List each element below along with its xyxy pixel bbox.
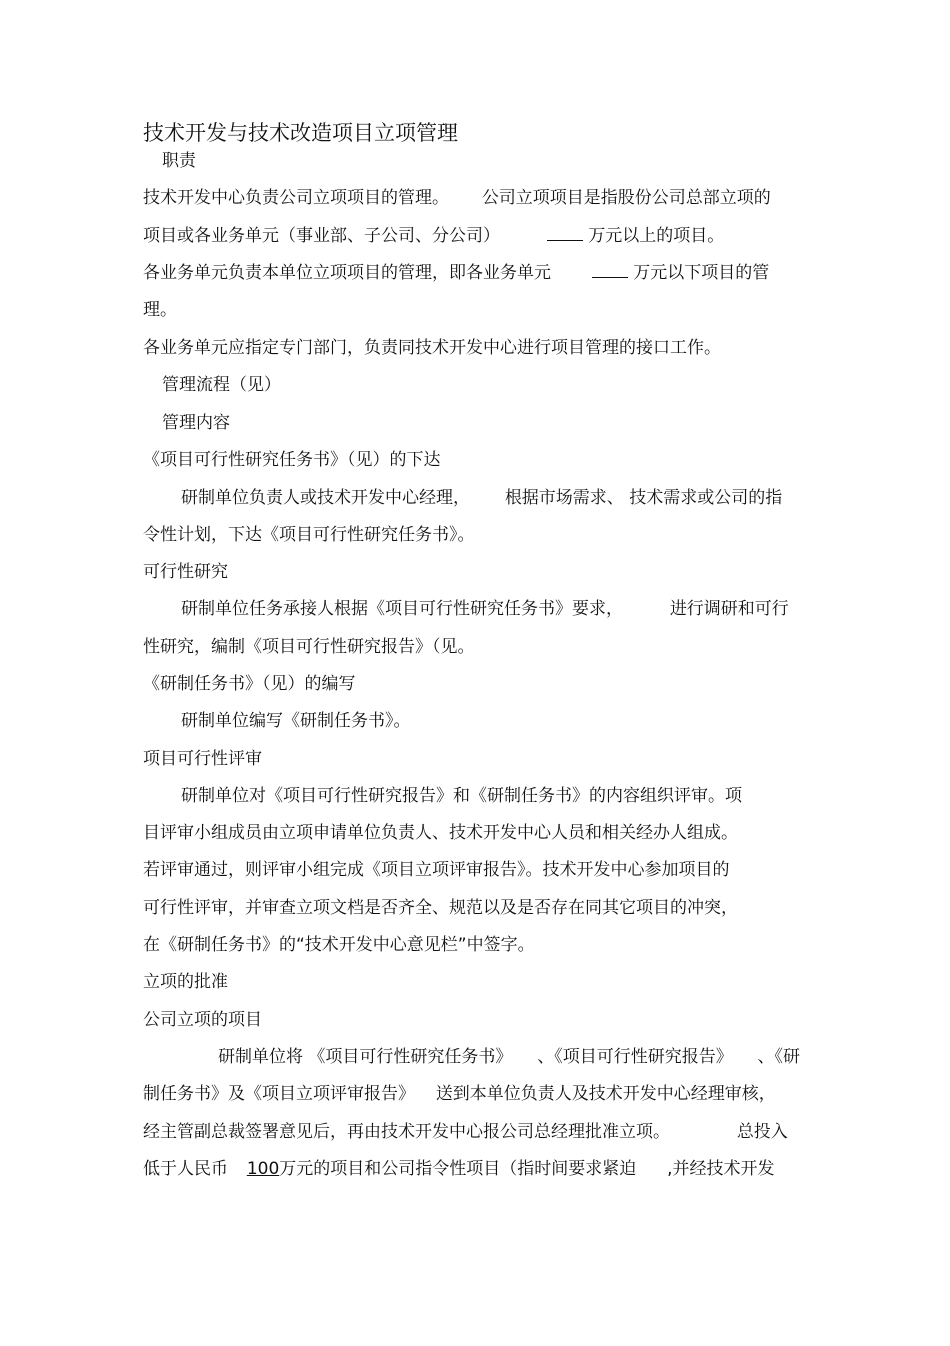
text-segment: 项目或各业务单元（事业部、子公司、分公司） [143,226,500,246]
paragraph-line: 性研究，编制《项目可行性研究报告》（见。 [143,637,475,657]
paragraph-line: 理。 [143,300,177,320]
text-segment: 送到本单位负责人及技术开发中心经理审核， [435,1084,776,1104]
text-segment: 总投入 [736,1122,788,1142]
paragraph-line: 令性计划，下达《项目可行性研究任务书》。 [143,525,475,545]
section-heading-content: 管理内容 [162,413,230,433]
paragraph-line: 各业务单元应指定专门部门，负责同技术开发中心进行项目管理的接口工作。 [143,338,721,358]
paragraph-line: 目评审小组成员由立项申请单位负责人、技术开发中心人员和相关经办人组成。 [143,823,738,843]
text-segment: 万元的项目和公司指令性项目（指时间要求紧迫 [279,1159,637,1179]
text-segment: 研制单位将 《项目可行性研究任务书》 [218,1047,513,1067]
paragraph-line: 可行性评审，并审查立项文档是否齐全、规范以及是否存在同其它项目的冲突， [143,898,738,918]
paragraph-line [181,487,782,509]
fill-in-blank [547,226,583,241]
text-segment: 研制单位负责人或技术开发中心经理， [181,488,470,508]
text-segment: ,并经技术开发 [667,1159,775,1179]
paragraph-line [218,1046,800,1068]
paragraph-line [143,225,724,247]
text-segment: 万元以下项目的管 [633,263,770,283]
subsection-heading: 项目可行性评审 [143,749,262,769]
subsection-heading: 立项的批准 [143,972,228,992]
section-heading-process: 管理流程（见） [162,375,281,395]
amount-value: 100 [246,1159,280,1179]
paragraph-line [143,187,771,209]
paragraph-line [181,598,789,620]
text-segment: 、《项目可行性研究报告》 [537,1047,733,1067]
paragraph-line: 研制单位对《项目可行性研究报告》和《研制任务书》的内容组织评审。项 [181,786,742,806]
text-segment: 进行调研和可行 [669,599,789,619]
paragraph-line [143,1083,776,1105]
text-segment: 经主管副总裁签署意见后，再由技术开发中心报公司总经理批准立项。 [143,1122,670,1142]
subsection-heading: 《项目可行性研究任务书》（见）的下达 [143,450,441,470]
text-segment: 、《研 [757,1047,801,1067]
subsection-heading: 可行性研究 [143,562,228,582]
document-title: 技术开发与技术改造项目立项管理 [143,121,458,145]
text-segment: 各业务单元负责本单位立项项目的管理，即各业务单元 [143,263,551,283]
text-segment: 根据市场需求、 技术需求或公司的指 [504,488,783,508]
section-heading-duties: 职责 [162,151,196,171]
text-segment: 低于人民币 [143,1159,228,1179]
paragraph-line: 研制单位编写《研制任务书》。 [181,711,411,731]
paragraph-line [143,1158,774,1180]
text-segment: 制任务书》及《项目立项评审报告》 [143,1084,415,1104]
paragraph-line [143,262,769,284]
subsection-heading: 公司立项的项目 [143,1010,262,1030]
subsection-heading: 《研制任务书》（见）的编写 [143,674,356,694]
text-segment: 技术开发中心负责公司立项项目的管理。 [143,188,449,208]
text-segment: 公司立项项目是指股份公司总部立项的 [481,188,771,208]
paragraph-line: 若评审通过，则评审小组完成《项目立项评审报告》。技术开发中心参加项目的 [143,860,730,880]
paragraph-line: 在《研制任务书》的“技术开发中心意见栏”中签字。 [143,935,535,955]
text-segment: 万元以上的项目。 [588,226,725,246]
text-segment: 研制单位任务承接人根据《项目可行性研究任务书》要求， [181,599,623,619]
paragraph-line [143,1121,788,1143]
fill-in-blank [592,263,628,278]
